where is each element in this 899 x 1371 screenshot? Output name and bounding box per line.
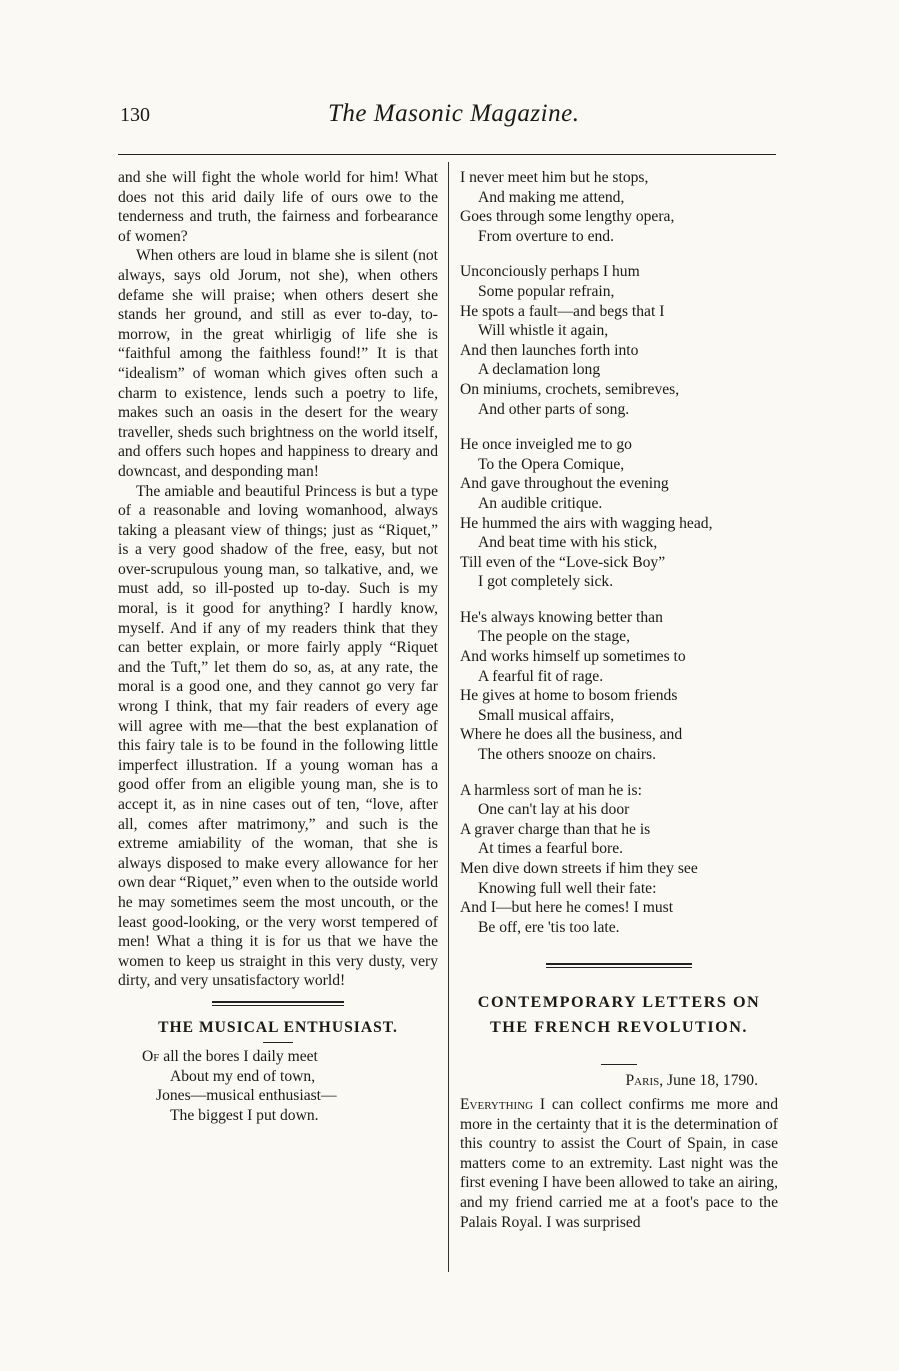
letter-paragraph xyxy=(460,1095,778,1232)
poem-line: He spots a fault—and begs that I xyxy=(460,302,665,320)
poem-line: Where he does all the business, and xyxy=(460,726,683,744)
page-number: 130 xyxy=(120,104,150,126)
poem-line: He hummed the airs with wagging head, xyxy=(460,514,713,532)
poem-stanza xyxy=(460,262,778,419)
poem-line: From overture to end. xyxy=(478,227,614,245)
right-column xyxy=(460,168,778,1232)
article-title-line: CONTEMPORARY LETTERS ON xyxy=(477,993,761,1012)
poem-line: Small musical affairs, xyxy=(478,706,615,724)
poem-stanza xyxy=(118,1047,438,1125)
poem-line: And I—but here he comes! I must xyxy=(460,899,674,917)
poem-line: Jones—musical enthusiast— xyxy=(156,1087,337,1105)
poem-line: A declamation long xyxy=(478,361,601,379)
poem-line: On miniums, crochets, semibreves, xyxy=(460,380,680,398)
running-title: The Masonic Magazine. xyxy=(328,100,580,127)
dateline-city: Paris, xyxy=(625,1072,664,1090)
poem-line: Goes through some lengthy opera, xyxy=(460,208,675,226)
poem-line: Be off, ere 'tis too late. xyxy=(478,918,620,936)
poem-line: He once inveigled me to go xyxy=(460,436,632,454)
poem-line: The biggest I put down. xyxy=(170,1106,319,1124)
paragraph: When others are loud in blame she is silent (not always, says old Jorum, not she), when others defame she will praise; when others desert she stands her ground, and still as ever to-day, to-morrow, in the great whirligig of life she is “faithful among the faithless found!” It is that “idealism” of woman which gives often such a charm to existence, lends such a poetry to life, makes such an oasis in the desert for the weary traveller, sheds such brightness on the world itself, and offers such hopes and happiness to dreary and downcast, and desponding man! xyxy=(118,247,438,480)
poem-stanza xyxy=(460,781,778,938)
poem-line: One can't lay at his door xyxy=(478,801,630,819)
poem-line: Some popular refrain, xyxy=(478,282,615,300)
poem-line: And works himself up sometimes to xyxy=(460,648,686,666)
poem-line: I never meet him but he stops, xyxy=(460,169,649,186)
poem-line: About my end of town, xyxy=(170,1067,316,1085)
poem-line: A graver charge than that he is xyxy=(460,820,651,838)
poem-line-text: all the bores I daily meet xyxy=(159,1047,318,1065)
left-column xyxy=(118,168,438,1125)
poem-first-word: Of xyxy=(142,1047,160,1065)
poem-line: At times a fearful bore. xyxy=(478,840,624,858)
poem-title: THE MUSICAL ENTHUSIAST. xyxy=(158,1018,398,1036)
poem-line: Unconciously perhaps I hum xyxy=(460,263,640,281)
section-divider xyxy=(546,963,692,968)
poem-line: And gave throughout the evening xyxy=(460,475,669,493)
poem-line: Will whistle it again, xyxy=(478,322,609,340)
poem-line: I got completely sick. xyxy=(478,573,614,591)
poem-line: The people on the stage, xyxy=(478,628,630,646)
letter-text: I can collect confirms me more and more in the certainty that it is the determination of this country to assist the Court of Spain, in case matters come to an extremity. Last night was the first evening I have been allowed to take an airing, and my friend carried me at a foot's pace to the Palais Royal. I was surprised xyxy=(460,1095,778,1231)
poem-line: And then launches forth into xyxy=(460,341,639,359)
poem-line xyxy=(118,1047,438,1067)
poem-line: And making me attend, xyxy=(478,188,625,206)
paragraph: and she will fight the whole world for him! What does not this arid daily life of ours owe to the tenderness and truth, the fairness and forbearance of women? xyxy=(118,169,438,245)
column-divider xyxy=(448,162,449,1272)
section-divider xyxy=(212,1001,344,1006)
title-rule xyxy=(263,1042,293,1043)
poem-line: And other parts of song. xyxy=(478,400,630,418)
article-title-line: THE FRENCH REVOLUTION. xyxy=(490,1018,748,1037)
dateline-date: June 18, 1790. xyxy=(663,1072,758,1090)
poem-stanza xyxy=(460,168,778,246)
letter-first-word: Everything xyxy=(460,1095,534,1113)
poem-line: He gives at home to bosom friends xyxy=(460,687,678,705)
poem-stanza xyxy=(460,435,778,592)
article-title xyxy=(460,990,778,1040)
poem-line: And beat time with his stick, xyxy=(478,534,658,552)
poem-line: An audible critique. xyxy=(478,494,603,512)
poem-line: A fearful fit of rage. xyxy=(478,667,604,685)
poem-line: Till even of the “Love-sick Boy” xyxy=(460,553,666,571)
letter-dateline xyxy=(460,1071,758,1091)
header-rule xyxy=(118,154,776,155)
title-rule xyxy=(601,1064,637,1065)
poem-line: A harmless sort of man he is: xyxy=(460,781,642,799)
poem-stanza xyxy=(460,608,778,765)
poem-line: Knowing full well their fate: xyxy=(478,879,657,897)
poem-line: The others snooze on chairs. xyxy=(478,746,656,764)
poem-line: He's always knowing better than xyxy=(460,608,663,626)
paragraph: The amiable and beautiful Princess is but a type of a reasonable and loving womanhood, always taking a pleasant view of things; just as “Riquet,” is a very good shadow of the free, easy, but not over-scrupulous young man, so talkative, and, we must add, so ill-posted up to-day. Such is my moral, is it good for anything? I hardly know, myself. And if any of my readers think that they can better explain, or more fairly apply “Riquet and the Tuft,” let them do so, as, at any rate, the moral is a good one, and they cannot go very far wrong I think, that my fair readers of every age will agree with me—that the best explanation of this fairy tale is to be found in the following little imperfect illustration. If a young woman has a good offer from an eligible young man, she is to accept it, as in nine cases out of ten, “love, after all, comes after matrimony,” and such is the extreme amiability of the woman, that she is always disposed to make every allowance for her own dear “Riquet,” even when to the outside world he may sometimes seem the most uncouth, or the least good-looking, or the very worst tempered of men! What a thing it is for us that we have the women to keep us straight in this very dusty, very dirty, and very unsatisfactory world! xyxy=(118,482,439,990)
poem-line: To the Opera Comique, xyxy=(478,455,625,473)
poem-line: Men dive down streets if him they see xyxy=(460,860,698,877)
